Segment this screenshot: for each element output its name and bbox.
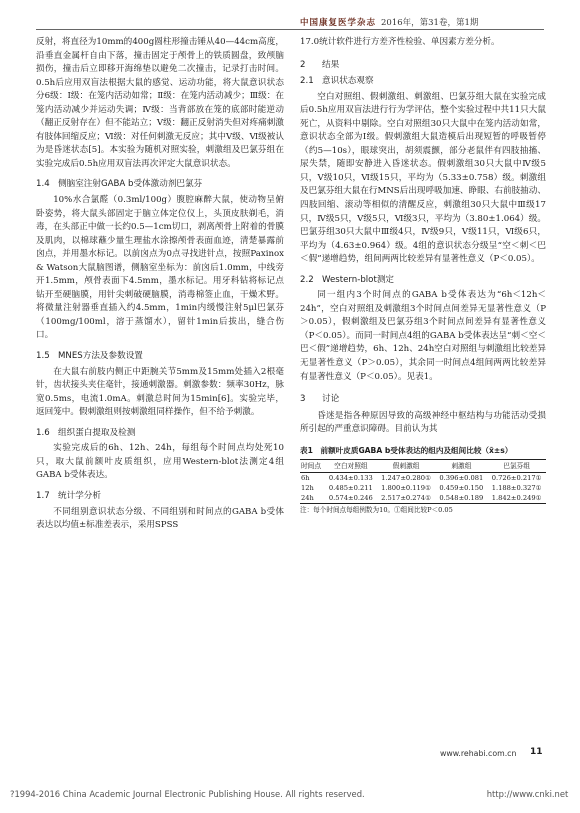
footer-website: www.rehabi.com.cn: [440, 749, 517, 758]
section-number: 1.6: [36, 427, 50, 438]
section-heading-1-4: [36, 178, 284, 192]
table-note: 注：每个时间点每组例数为10。①组间比较P＜0.05: [300, 506, 453, 515]
section-number: 1.5: [36, 351, 50, 362]
section-heading-3: [300, 393, 546, 407]
section-heading-2-2: [300, 274, 546, 288]
section-heading-2-1: [300, 75, 546, 89]
table-cell: 12h: [301, 484, 314, 493]
section-number: 2.2: [300, 274, 314, 285]
section-number: 1.7: [36, 490, 50, 501]
section-title: 侧脑室注射GABA b受体激动剂巴氯芬: [58, 179, 203, 190]
table-row: [300, 483, 546, 493]
paragraph-1-7: 不同组别意识状态分级、不同组别和时间点的GABA b受体表达以均值±标准差表示，采用SPSS: [36, 506, 284, 531]
cnki-link[interactable]: http://www.cnki.net: [486, 789, 569, 799]
table-cell: 1.800±0.119①: [381, 484, 432, 493]
page-number: 11: [530, 747, 543, 757]
table-header-cell: 时间点: [301, 462, 322, 471]
table-cell: 1.842±0.249①: [491, 494, 542, 503]
section-title: Western-blot测定: [322, 274, 395, 285]
table-cell: 0.434±0.133: [328, 474, 373, 483]
section-number: 1.4: [36, 179, 50, 190]
section-title: MNES方法及参数设置: [58, 351, 143, 362]
table-cell: 0.396±0.081: [439, 474, 484, 483]
table-1: [300, 444, 546, 516]
table-row: [300, 473, 546, 484]
journal-issue: 2016年，第31卷，第1期: [381, 18, 479, 28]
table-cell: 0.726±0.217①: [491, 474, 542, 483]
paragraph-1-5: 在大鼠右前肢内侧正中距腕关节5mm及15mm处插入2根毫针，齿状接头夹住毫针，接通刺激器。刺激参数：频率30Hz，脉宽0.5ms，电流1.0mA。刺激总时间为15min[6]。实验完毕，返回笼中。假刺激组则按刺激组同样操作，但不给予刺激。: [36, 366, 284, 418]
section-heading-1-5: [36, 350, 284, 364]
paragraph-stats-continued: 17.0统计软件进行方差齐性检验、单因素方差分析。: [300, 37, 500, 47]
table-header-cell: 空白对照组: [334, 462, 368, 471]
right-column: [300, 36, 546, 515]
paragraph-3: 昏迷是指各种原因导致的高级神经中枢结构与功能活动受损所引起的严重意识障碍。目前认为其: [300, 410, 546, 435]
paragraph-1-4: 10%水合氯醛（0.3ml/100g）腹腔麻醉大鼠，使动物呈俯卧姿势，将大鼠头部固定于脑立体定位仪上，头顶皮肤剃毛，消毒，在头部正中做一长约0.5—1cm切口，剥离颅骨上附着的骨膜及肌肉，以棉球蘸少量生理盐水涂擦颅骨表面血迹，清楚暴露前囟点，并用墨水标记。以前囟点为0点寻找进针点，按照Paxinox & Watson大鼠脑图谱，侧脑室坐标为：前囟后1.0mm，中线旁开1.5mm，颅骨表面下4.5mm，墨水标记。用牙科钻将标记点钻开至硬脑膜，用针尖刺破硬脑膜，消毒棉签止血，干燥术野。将微量注射器垂直插入约4.5mm，1min内缓慢注射5μl巴氯芬（100mg/100ml，溶于蒸馏水），留针1min后拔出，缝合伤口。: [36, 195, 284, 341]
left-column: [36, 36, 284, 533]
paragraph-2-1: 空白对照组、假刺激组、刺激组、巴氯芬组大鼠在实验完成后0.5h应用双盲法进行行为学评估，整个实验过程中共11只大鼠死亡，从资料中剔除。空白对照组30只大鼠中在笼内活动如常，意识状态全部为Ⅰ级。假刺激组大鼠造模后出现短暂的呼吸暂停（约5—10s），眼球突出，胡须震颤，部分老鼠伴有四肢抽搐、尿失禁，随即安静进入昏迷状态。假刺激组30只大鼠中Ⅳ级5只，Ⅴ级10只，Ⅵ级15只，平均为（5.33±0.758）级。刺激组及巴氯芬组大鼠在行MNS后出现呼吸加速、睁眼、右前肢抽动、四肢回缩、滚动等相似的清醒反应，刺激组30只大鼠中Ⅲ级17只，Ⅳ级5只，Ⅴ级5只，Ⅵ级3只，平均为（3.80±1.064）级。巴氯芬组30只大鼠中Ⅲ级4只，Ⅳ级9只，Ⅴ级11只，Ⅵ级6只，平均为（4.63±0.964）级。4组的意识状态分级呈“空＜刺＜巴＜假”递增趋势，组间两两比较差异有显著性意义（P＜0.05）。: [300, 91, 546, 265]
section-title: 讨论: [322, 394, 340, 405]
table-row: [300, 493, 546, 504]
section-heading-2: [300, 59, 546, 73]
paragraph-2-2: 同一组内3个时间点的GABA b受体表达为“6h＜12h＜24h”，空白对照组及刺激组3个时间点间差异无显著性意义（P＞0.05），假刺激组及巴氯芬组3个时间点间差异有显著性意义（P＜0.05）。而同一时间点4组的GABA b受体表达呈“刺＜空＜巴＜假”递增趋势，6h、12h、24h空白对照组与刺激组比较差异无显著性意义（P＞0.05），其余同一时间点4组间两两比较差异有显著性意义（P＜0.05）。见表1。: [300, 290, 546, 382]
table-cell: 0.459±0.150: [439, 484, 484, 493]
table-cell: 6h: [301, 474, 310, 483]
table-header-cell: 刺激组: [451, 462, 472, 471]
table-cell: 2.517±0.274①: [381, 494, 432, 503]
table-cell: 1.188±0.327①: [491, 484, 542, 493]
section-title: 结果: [322, 59, 340, 70]
section-heading-1-7: [36, 490, 284, 504]
table-cell: 0.485±0.211: [328, 484, 373, 493]
table-cell: 1.247±0.280①: [381, 474, 432, 483]
running-header: [300, 16, 544, 28]
section-title: 统计学分析: [58, 490, 101, 501]
section-number: 2.1: [300, 76, 314, 87]
copyright-line: [10, 789, 570, 799]
paragraph-method-continued: 反射，将直径为10mm的400g圆柱形撞击锤从40—44cm高度，沿垂直金属杆自由下落，撞击固定于颅骨上的铁质圆盘，致颅脑损伤，撞击后立即移开海绵垫以避免二次撞击，记录打击时间。0.5h后应用双盲法根据大鼠的感觉、运动功能，将大鼠意识状态分6级：Ⅰ级：在笼内活动如常；Ⅱ级：在笼内活动减少；Ⅲ级：在笼内活动减少并运动失调；Ⅳ级：当背部放在笼的底部时能逆动（翻正反射存在）但不能站立；Ⅴ级：翻正反射消失但对疼痛刺激有肢体回缩反应；Ⅵ级：对任何刺激无反应；其中Ⅴ级、Ⅵ级被认为是昏迷状态[5]。本实验为随机对照实验，刺激组及巴氯芬组在实验完成后0.5h应用双盲法再次评定大鼠意识状态。: [36, 37, 284, 169]
table-header-row: [300, 460, 546, 473]
table-cell: 0.574±0.246: [328, 494, 373, 503]
copyright-text: ?1994-2016 China Academic Journal Electronic Publishing House. All rights reserved.: [10, 789, 365, 799]
table-header-cell: 假刺激组: [392, 462, 420, 471]
section-number: 2: [300, 59, 306, 70]
table-cell: 0.548±0.189: [439, 494, 484, 503]
section-title: 组织蛋白提取及检测: [58, 427, 136, 438]
paragraph-1-6: 实验完成后的6h、12h、24h，每组每个时间点均处死10只，取大鼠前额叶皮质组织，应用Western-blot法测定4组GABA b受体表达。: [36, 443, 284, 481]
section-title: 意识状态观察: [322, 76, 374, 87]
table-header-cell: 巴氯芬组: [503, 462, 531, 471]
header-rule: [36, 29, 544, 30]
data-table: [300, 459, 546, 504]
table-caption: 表1 前额叶皮质GABA b受体表达的组内及组间比较（x̄±s）: [300, 445, 513, 455]
table-cell: 24h: [301, 494, 314, 503]
section-heading-1-6: [36, 427, 284, 441]
section-number: 3: [300, 394, 306, 405]
journal-name: 中国康复医学杂志: [300, 18, 377, 28]
